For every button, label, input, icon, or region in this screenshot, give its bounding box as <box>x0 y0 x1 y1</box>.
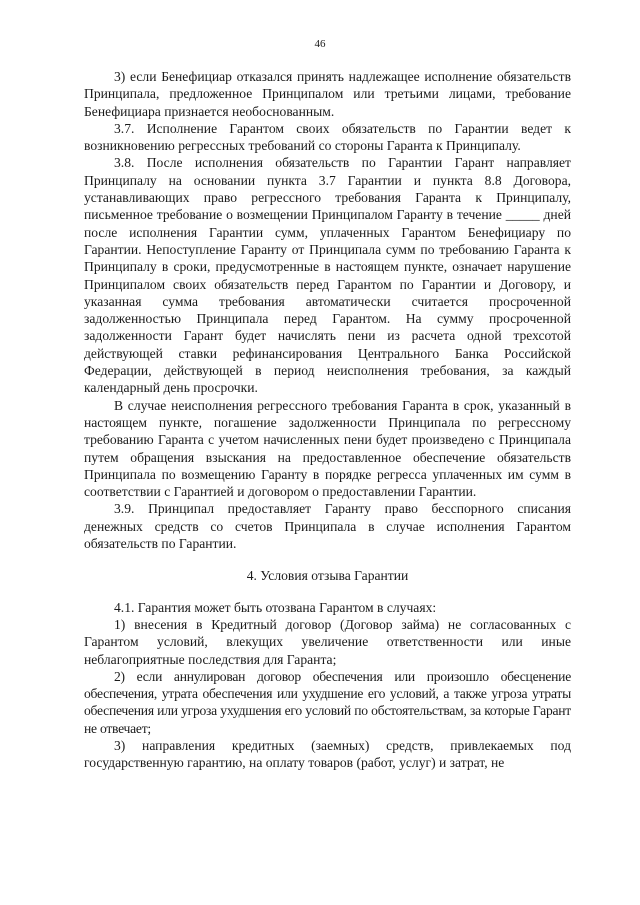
page-number: 46 <box>314 38 326 50</box>
paragraph-non-fulfillment: В случае неисполнения регрессного требования Гаранта в срок, указанный в настоящем пункте, погашение задолженности Принципала по регрессному требованию Гаранта с учетом начисленных пени будет произведено с Принципала путем обращения взыскания на предоставленное обеспечение обязательств Принципала по возмещению Гаранту в порядке регресса уплаченных им сумм в соответствии с Гарантией и договором о предоставлении Гарантии. <box>84 397 571 500</box>
paragraph-clause-3: 3) если Бенефициар отказался принять надлежащее исполнение обязательств Принципала, предложенное Принципалом или третьими лицами, требование Бенефициара признается необоснованным. <box>84 69 571 119</box>
paragraph-3-7: 3.7. Исполнение Гарантом своих обязательств по Гарантии ведет к возникновению регрессных требований со стороны Гаранта к Принципалу. <box>84 120 571 154</box>
paragraph-4-1-item-3: 3) направления кредитных (заемных) средств, привлекаемых под государственную гарантию, на оплату товаров (работ, услуг) и затрат, не <box>84 737 571 771</box>
paragraph-3-9: 3.9. Принципал предоставляет Гаранту право бесспорного списания денежных средств со счетов Принципала в случае исполнения Гарантом обязательств по Гарантии. <box>84 501 571 552</box>
paragraph-3-8: 3.8. После исполнения обязательств по Гарантии Гарант направляет Принципалу на основании пункта 3.7 Гарантии и пункта 8.8 Договора, устанавливающих право регрессного требования Гаранта к Принципалу, письменное требование о возмещении Принципалом Гаранту в течение _____ дней после исполнения Гарантии сумм, уплаченных Гарантом Бенефициару по Гарантии. Непоступление Гаранту от Принципала сумм по требованию Гаранта к Принципалу в сроки, предусмотренные в настоящем пункте, означает нарушение Принципалом своих обязательств перед Гарантом по Гарантии и Договору, и указанная сумма требования автоматически считается просроченной задолженностью Принципала перед Гарантом. На сумму просроченной задолженности Гарант будет начислять пени из расчета одной трехсотой действующей ставки рефинансирования Центрального Банка Российской Федерации, действующей в период неисполнения требования, за каждый календарный день просрочки. <box>84 155 571 396</box>
section-heading: 4. Условия отзыва Гарантии <box>246 568 409 584</box>
paragraph-4-1-item-2: 2) если аннулирован договор обеспечения или произошло обесценение обеспечения, утрата обеспечения или ухудшение его условий, а также угроза утраты обеспечения или угроза ухудшения его условий по обстоятельствам, за которые Гарант не отвечает; <box>84 668 571 736</box>
document-body <box>84 68 571 772</box>
paragraph-4-1: 4.1. Гарантия может быть отозвана Гарантом в случаях: <box>114 599 437 615</box>
paragraph-4-1-item-1: 1) внесения в Кредитный договор (Договор займа) не согласованных с Гарантом условий, влекущих увеличение ответственности или иные неблагоприятные последствия для Гаранта; <box>84 616 571 667</box>
